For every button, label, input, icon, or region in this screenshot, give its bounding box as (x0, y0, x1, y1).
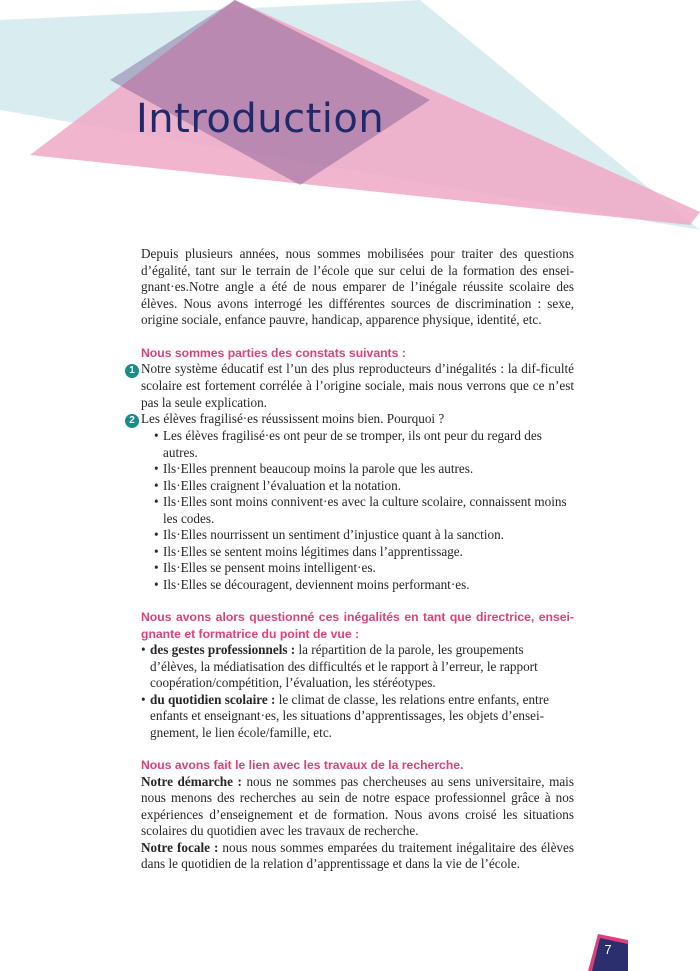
quotidien-term: du quotidien scolaire : (150, 691, 276, 707)
demarche-paragraph (141, 774, 574, 840)
list-item: • Ils·Elles se découragent, deviennent moins performant·es. (163, 577, 574, 594)
list-item: • Ils·Elles craignent l’évaluation et la notation. (163, 478, 574, 495)
constat-item-1-text: Notre système éducatif est l’un des plus reproducteurs d’inégalités : la dif-ficulté scolaire est fortement corrélée à l’origine sociale, mais nous verrons que ce n’est pas la seule explication. (141, 361, 574, 410)
recherche-heading: Nous avons fait le lien avec les travaux de la recherche. (141, 758, 464, 772)
questions-list (141, 642, 574, 741)
questions-heading: Nous avons alors questionné ces inégalités en tant que directrice, ensei-gnante et formatrice du point de vue : (141, 610, 574, 641)
demarche-text: nous ne sommes pas chercheuses au sens universitaire, mais nous menons des recherches au sein de notre espace professionnel grâce à nos expériences d’enseignement et de formation. Nous avons croisé les situations scolaires du quotidien avec les travaux de recherche. (141, 773, 574, 838)
list-item (150, 692, 574, 742)
focale-term: Notre focale : (141, 839, 219, 855)
list-item: • Ils·Elles nourrissent un sentiment d’injustice quant à la sanction. (163, 527, 574, 544)
gestes-term: des gestes professionnels : (150, 642, 296, 657)
focale-paragraph (141, 840, 574, 873)
constat-item-1 (129, 361, 574, 411)
intro-paragraph: Depuis plusieurs années, nous sommes mobilisées pour traiter des questions d’égalité, tant sur le terrain de l’école que sur celui de la formation des ensei-gnant·es.Notre angle a été de nous emparer de l’inégale réussite scolaire des élèves. Nous avons interrogé les différentes sources de discrimination : sexe, origine sociale, enfance pauvre, handicap, apparence physique, identité, etc. (141, 246, 574, 327)
quotidien-text: le climat de classe, les relations entre enfants, entre enfants et enseignant·es, les situations d’apprentissages, les objets d’ensei-gnement, le lien école/famille, etc. (150, 691, 549, 740)
constat-item-2 (129, 411, 574, 428)
gestes-text: la répartition de la parole, les groupements d’élèves, la médiatisation des difficultés et le rapport à l’erreur, le rapport coopération/compétition, l’évaluation, les stéréotypes. (150, 642, 538, 690)
focale-text: nous nous sommes emparées du traitement inégalitaire des élèves dans le quotidien de la relation d’apprentissage et dans la vie de l’école. (141, 839, 574, 871)
list-item: • Ils·Elles prennent beaucoup moins la parole que les autres. (163, 461, 574, 478)
body-text (129, 246, 574, 873)
number-badge-2: 2 (125, 414, 139, 428)
number-badge-1: 1 (125, 364, 139, 378)
page-title: Introduction (136, 96, 385, 142)
constat-bullet-list (141, 428, 574, 593)
list-item: • Ils·Elles se sentent moins légitimes dans l’apprentissage. (163, 544, 574, 561)
list-item (150, 642, 574, 692)
constat-item-2-text: Les élèves fragilisé·es réussissent moins bien. Pourquoi ? (141, 411, 445, 426)
demarche-term: Notre démarche : (141, 773, 242, 789)
constats-heading: Nous sommes parties des constats suivants : (141, 345, 406, 360)
list-item: • Les élèves fragilisé·es ont peur de se tromper, ils ont peur du regard des autres. (163, 428, 574, 461)
list-item: • Ils·Elles se pensent moins intelligent·es. (163, 560, 574, 577)
page-number: 7 (604, 942, 612, 957)
list-item: • Ils·Elles sont moins connivent·es avec la culture scolaire, connaissent moins les codes. (163, 494, 574, 527)
